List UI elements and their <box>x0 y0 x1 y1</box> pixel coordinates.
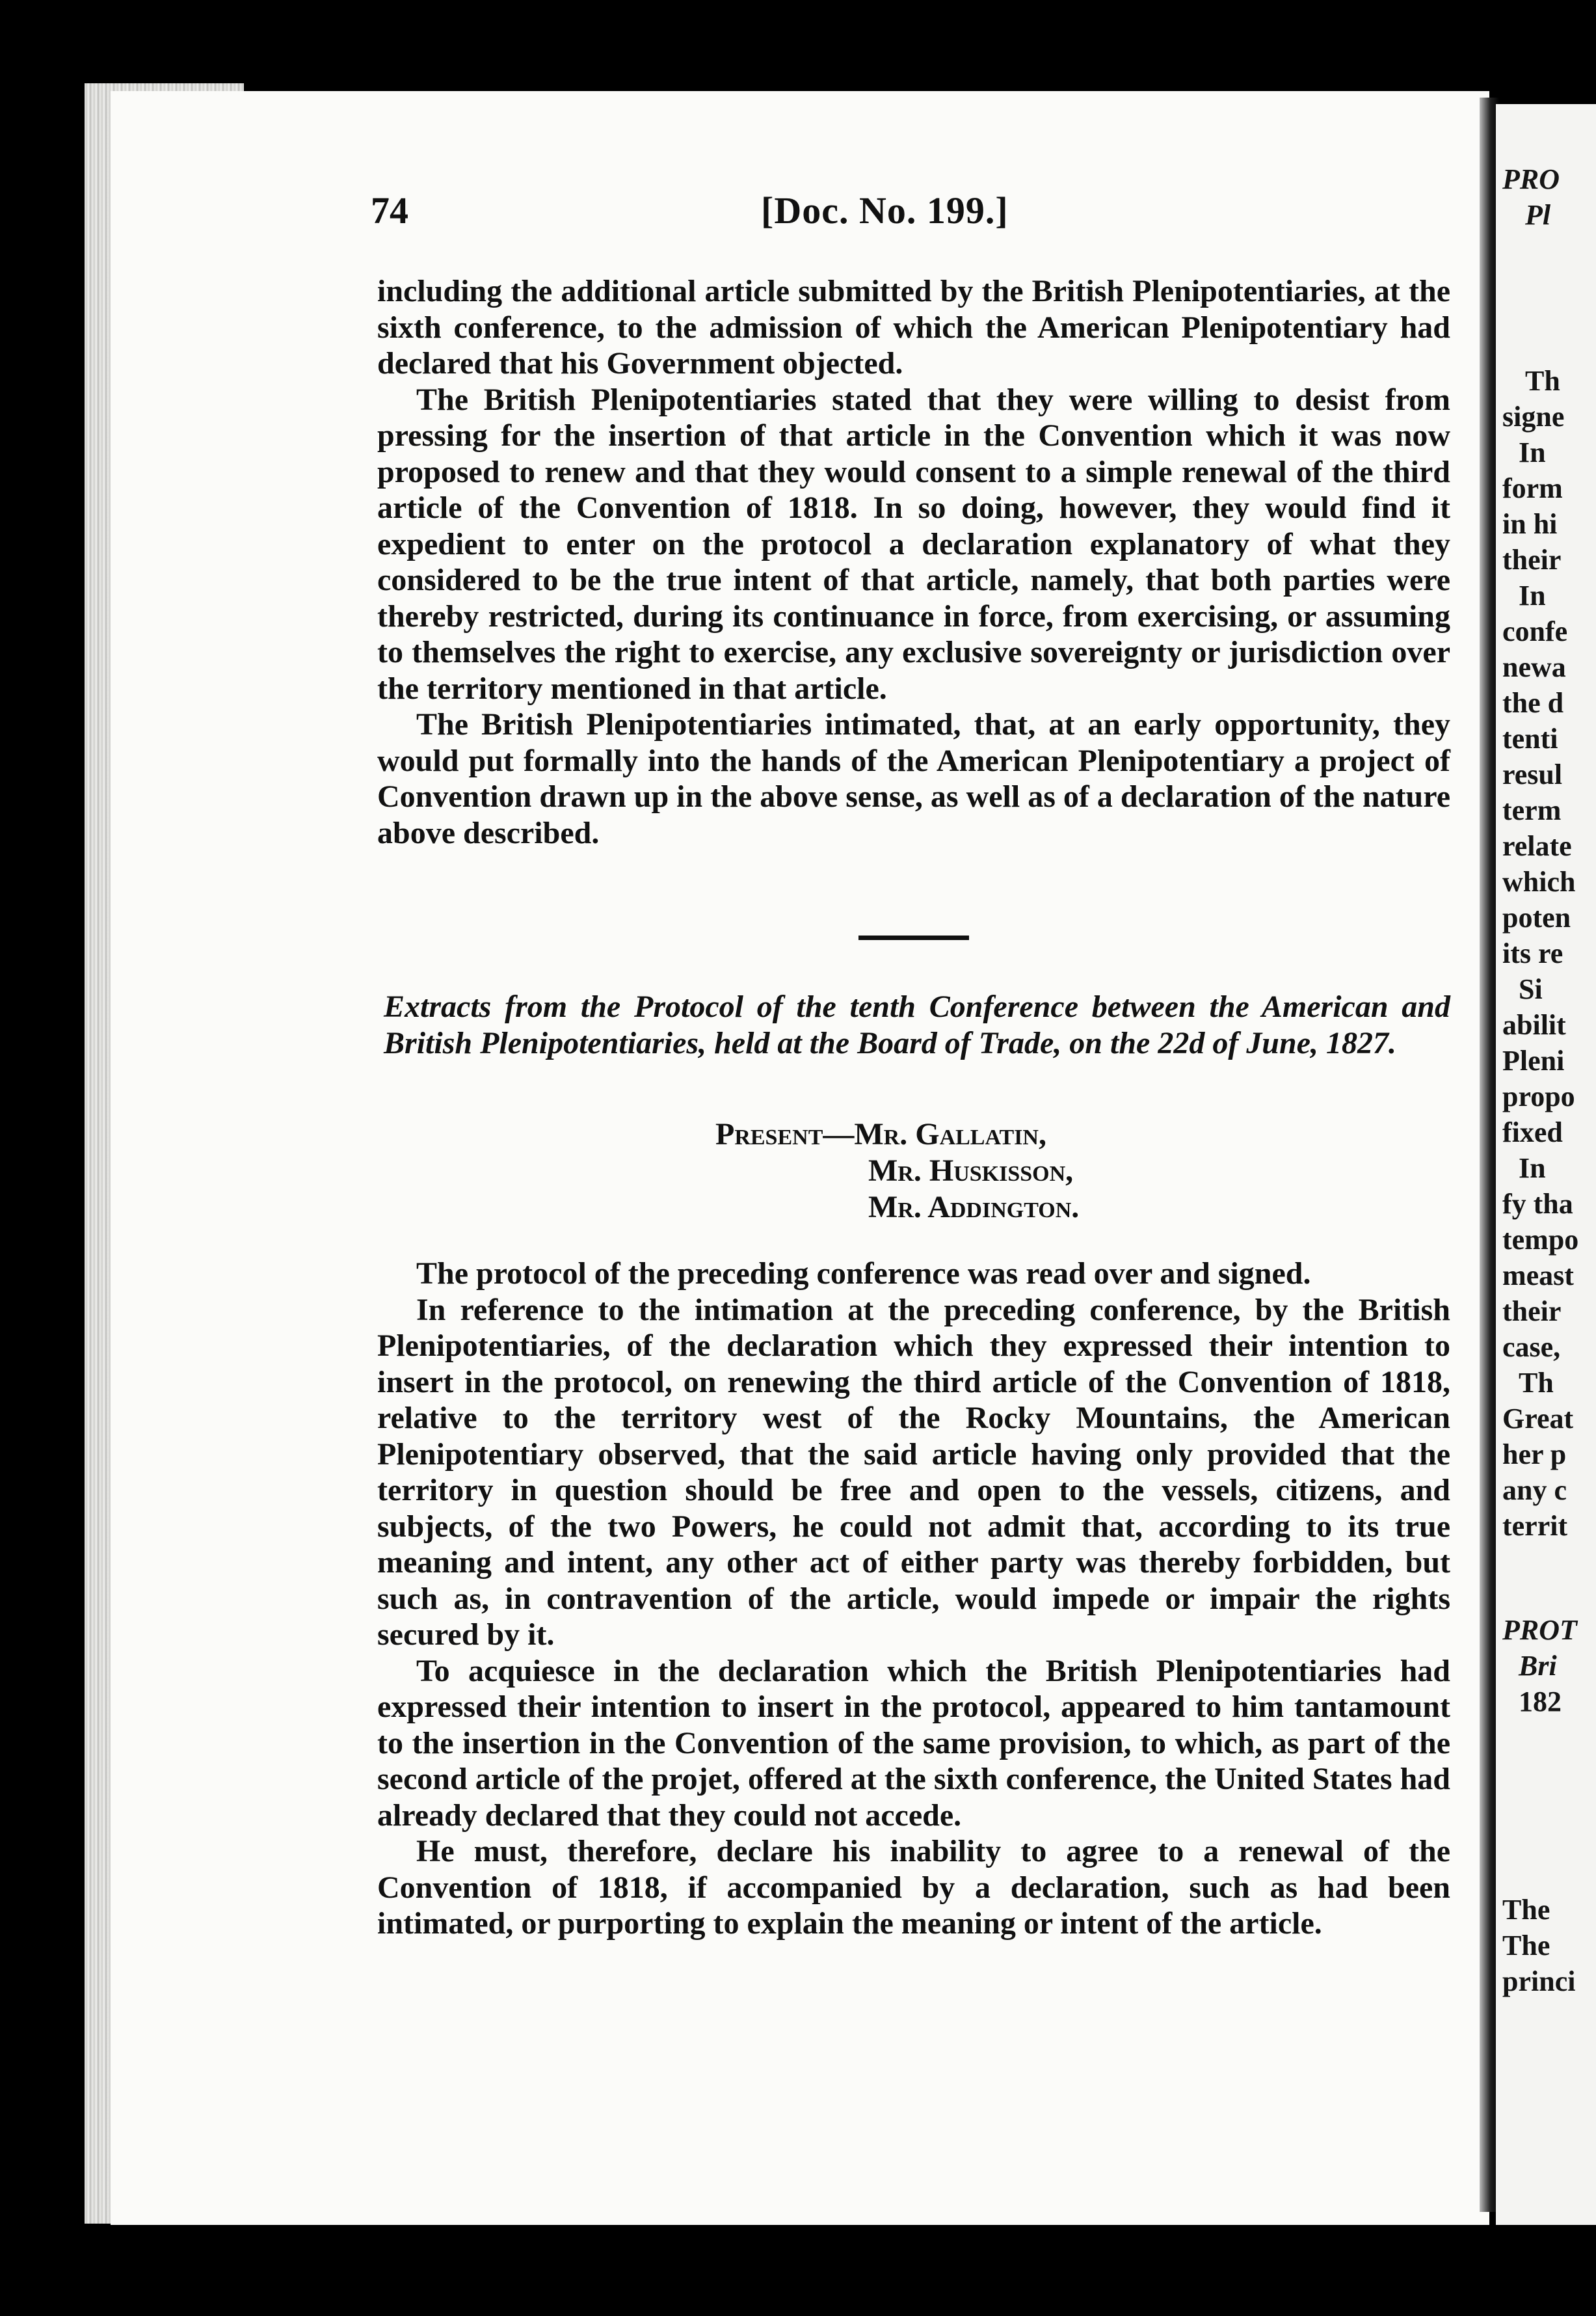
paragraph: including the additional article submitted by the British Plenipotentiaries, at the sixth conference, to the admission of which the American Plenipotentiary had declared that his Government objected. <box>377 274 1450 381</box>
facing-page-fragment: which <box>1502 866 1576 898</box>
paragraph: In reference to the intimation at the preceding conference, by the British Plenipotentiaries, of the declaration which they expressed their intention to insert in the protocol, on renewing the third article of the Convention of 1818, relative to the territory west of the Rocky Mountains, the American Plenipotentiary observed, that the said article having only provided that the territory in question should be free and open to the vessels, citizens, and subjects, of the two Powers, he could not admit that, according to its true meaning and intent, any other act of either party was thereby forbidden, but such as, in contravention of the article, would impede or impair the rights secured by it. <box>377 1292 1450 1652</box>
facing-page-fragment: term <box>1502 794 1562 826</box>
paragraph: To acquiesce in the declaration which the British Plenipotentiaries had expressed their intention to insert in the protocol, appeared to him tantamount to the insertion in the Convention of the same provision, to which, as part of the second article of the projet, offered at the sixth conference, the United States had already declared that they could not accede. <box>377 1653 1450 1833</box>
present-name-3: Mr. Addington. <box>868 1190 1080 1224</box>
paragraph: The British Plenipotentiaries stated that they were willing to desist from pressing for the insertion of that article in the Convention which it was now proposed to renew and that they would consent to a simple renewal of the third article of the Convention of 1818. In so doing, however, they would find it expedient to enter on the protocol a declaration explanatory of what they considered to be the true intent of that article, namely, that both parties were thereby restricted, during its continuance in force, from exercising, or assuming to themselves the right to exercise, any exclusive sovereignty or jurisdiction over the territory mentioned in that article. <box>377 382 1450 706</box>
facing-page-fragment: propo <box>1502 1081 1575 1112</box>
facing-page-fragment: poten <box>1502 902 1571 934</box>
facing-page-fragment: the d <box>1502 687 1564 719</box>
facing-page-fragment: princi <box>1502 1965 1576 1997</box>
facing-page-fragment: her p <box>1502 1438 1567 1470</box>
page-header <box>371 189 1450 241</box>
facing-page-fragment: fy tha <box>1502 1188 1573 1220</box>
facing-page-fragment: relate <box>1502 830 1572 862</box>
facing-page-fragment: form <box>1502 472 1563 504</box>
facing-page-fragment: their <box>1502 1295 1562 1327</box>
doc-number: [Doc. No. 199.] <box>761 189 1009 232</box>
page-number: 74 <box>371 189 408 232</box>
body-top <box>377 273 1450 851</box>
facing-page-fragment: tenti <box>1502 723 1558 755</box>
paragraph: The British Plenipotentiaries intimated, that, at an early opportunity, they would put formally into the hands of the American Plenipotentiary a project of Convention drawn up in the above sense, as well as of a declaration of the nature above described. <box>377 707 1450 850</box>
facing-page-fragment: The <box>1502 1930 1550 1961</box>
facing-page-fragment: In <box>1519 1152 1546 1184</box>
facing-page-fragment: case, <box>1502 1331 1561 1363</box>
facing-page-fragment: In <box>1519 580 1546 612</box>
facing-page-fragment: abilit <box>1502 1009 1566 1041</box>
facing-page-fragment: In <box>1519 437 1546 468</box>
body-bottom <box>377 1256 1450 1942</box>
facing-page-fragment: confe <box>1502 615 1568 647</box>
facing-page-fragment: their <box>1502 544 1562 576</box>
facing-page-fragment: tempo <box>1502 1224 1579 1256</box>
facing-page-fragment: PROT <box>1502 1614 1577 1646</box>
facing-page-fragment: signe <box>1502 401 1565 433</box>
present-name-2: Mr. Huskisson, <box>868 1153 1074 1188</box>
facing-page-fragment: PRO <box>1502 163 1560 195</box>
facing-page-fragment: meast <box>1502 1259 1574 1291</box>
section-divider <box>858 936 969 940</box>
facing-page-fragment: in hi <box>1502 508 1558 540</box>
facing-page-fragment: resul <box>1502 759 1563 790</box>
facing-page-fragment: fixed <box>1502 1116 1563 1148</box>
facing-page-fragment: Pleni <box>1502 1045 1565 1077</box>
present-label: Present—Mr. Gallatin, <box>715 1117 1046 1151</box>
facing-page <box>1496 104 1596 2225</box>
facing-page-fragment: The <box>1502 1894 1550 1926</box>
extract-heading-text: Extracts from the Protocol of the tenth Conference between the American and British Plenipotentiaries, held at the Board of Trade, on the 22d of June, 1827. <box>384 990 1450 1060</box>
facing-page-fragment: Bri <box>1519 1650 1557 1682</box>
facing-page-fragment: any c <box>1502 1474 1567 1506</box>
facing-page-fragment: Great <box>1502 1403 1574 1434</box>
facing-page-fragment: Th <box>1525 365 1560 397</box>
facing-page-fragment: territ <box>1502 1510 1568 1542</box>
facing-page-fragment: its re <box>1502 937 1563 969</box>
paragraph: The protocol of the preceding conference was read over and signed. <box>416 1256 1311 1291</box>
paragraph: He must, therefore, declare his inability to agree to a renewal of the Convention of 1818, if accompanied by a declaration, such as had been intimated, or purporting to explain the meaning or intent of the article. <box>377 1834 1450 1941</box>
facing-page-fragment: Pl <box>1525 199 1551 231</box>
facing-page-fragment: newa <box>1502 651 1566 683</box>
facing-page-fragment: 182 <box>1519 1686 1562 1717</box>
extract-heading <box>384 989 1450 1061</box>
facing-page-fragment: Th <box>1519 1367 1554 1399</box>
facing-page-fragment: Si <box>1519 973 1543 1005</box>
